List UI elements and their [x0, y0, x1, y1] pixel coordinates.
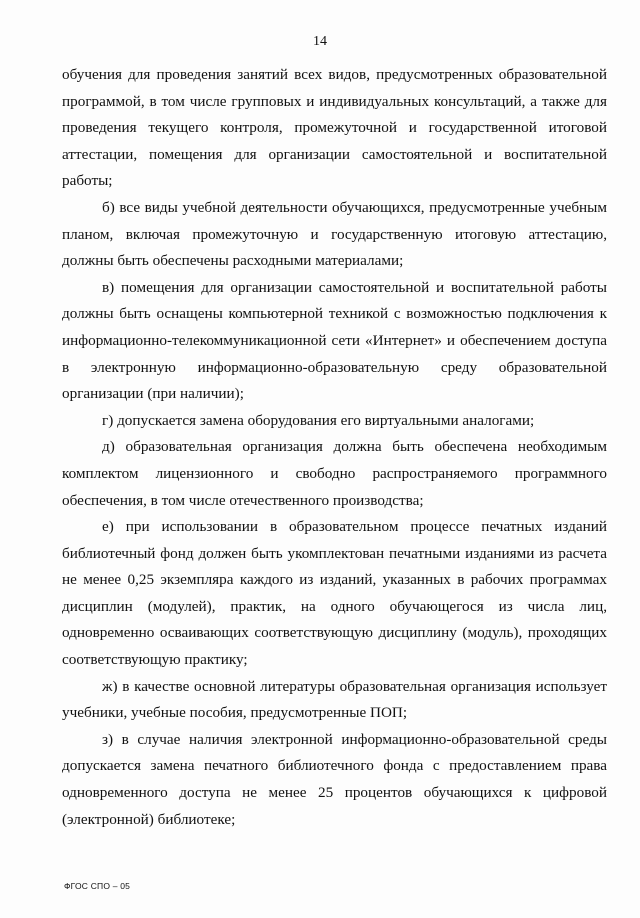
paragraph-g: г) допускается замена оборудования его виртуальными аналогами;	[102, 411, 535, 429]
paragraph-b: б) все виды учебной деятельности обучающихся, предусмотренные учебным планом, включая промежуточную и государственную итоговую аттестацию, должны быть обеспечены расходными материалами;	[62, 198, 607, 270]
page-number: 14	[313, 34, 327, 49]
paragraph-d: д) образовательная организация должна быть обеспечена необходимым комплектом лицензионного и свободно распространяемого программного обеспечения, в том числе отечественного производства;	[62, 438, 607, 509]
paragraph-e: е) при использовании в образовательном процессе печатных изданий библиотечный фонд должен быть укомплектован печатными изданиями из расчета не менее 0,25 экземпляра каждого из изданий, указанных в рабочих программах дисциплин (модулей), практик, на одного обучающегося из числа лиц, одновременно осваивающих соответствующую дисциплину (модуль), проходящих соответствующую практику;	[62, 518, 607, 669]
paragraph-v: в) помещения для организации самостоятельной и воспитательной работы должны быть оснащены компьютерной техникой с возможностью подключения к информационно-телекоммуникационной сети «Интернет» и обеспечением доступа в электронную информационно-образовательную среду образовательной организации (при наличии);	[62, 278, 607, 403]
paragraph-zh: ж) в качестве основной литературы образовательная организация использует учебники, учебные пособия, предусмотренные ПОП;	[62, 677, 607, 722]
paragraph-continuation: обучения для проведения занятий всех видов, предусмотренных образовательной программой, в том числе групповых и индивидуальных консультаций, а также для проведения текущего контроля, промежуточной и государственной итоговой аттестации, помещения для организации самостоятельной и воспитательной работы;	[62, 66, 607, 190]
paragraph-z: з) в случае наличия электронной информационно-образовательной среды допускается замена печатного библиотечного фонда с предоставлением права одновременного доступа не менее 25 процентов обучающихся к цифровой (электронной) библиотеке;	[62, 730, 607, 828]
document-body	[62, 62, 607, 833]
document-footer-code: ФГОС СПО – 05	[64, 881, 131, 891]
